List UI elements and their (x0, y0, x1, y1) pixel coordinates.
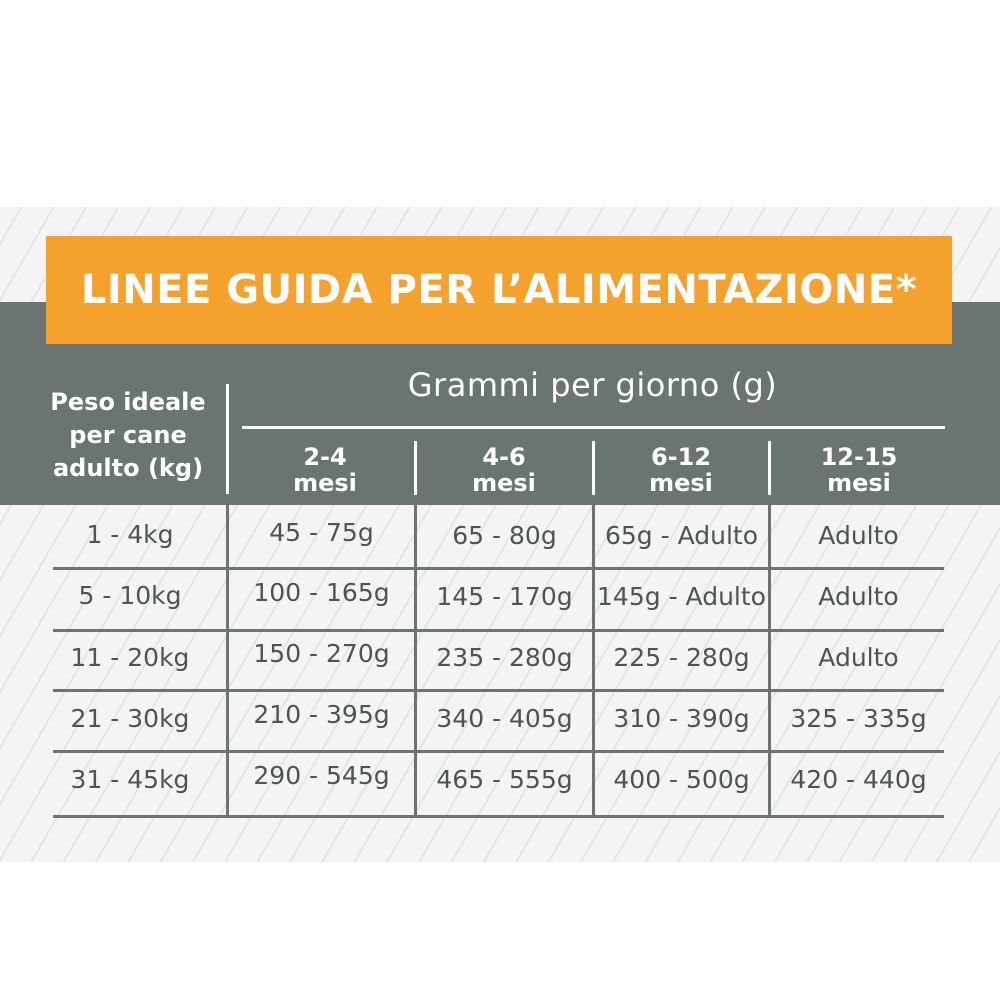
table-row-divider (53, 750, 944, 753)
grams-per-day-header: Grammi per giorno (g) (407, 366, 778, 404)
value-cell: 420 - 440g (790, 765, 927, 794)
weight-column-header (30, 386, 226, 485)
age-unit: mesi (827, 469, 891, 497)
value-cell: Adulto (818, 582, 899, 611)
value-cell: 225 - 280g (613, 643, 750, 672)
header-horizontal-divider (242, 426, 945, 429)
title-banner (46, 236, 952, 344)
age-column-header (596, 444, 766, 496)
value-cell: 145g - Adulto (597, 582, 766, 611)
age-range: 4-6 (482, 443, 526, 471)
value-cell: 65g - Adulto (604, 521, 758, 550)
age-column-header (418, 444, 590, 496)
table-row-divider (53, 567, 944, 570)
page-title: LINEE GUIDA PER L’ALIMENTAZIONE* (80, 267, 918, 313)
value-cell: Adulto (818, 643, 899, 672)
header-column-divider (768, 441, 771, 495)
age-unit: mesi (472, 469, 536, 497)
weight-header-line-1: Peso ideale (50, 388, 206, 416)
age-range: 6-12 (650, 443, 712, 471)
value-cell: 465 - 555g (436, 765, 573, 794)
table-row-divider (53, 815, 944, 818)
age-unit: mesi (649, 469, 713, 497)
value-cell: 310 - 390g (613, 704, 750, 733)
age-column-header (772, 444, 946, 496)
table-row-divider (53, 689, 944, 692)
value-cell: 145 - 170g (436, 582, 573, 611)
table-row-divider (53, 629, 944, 632)
value-cell: 150 - 270g (253, 639, 390, 668)
value-cell: 290 - 545g (253, 761, 390, 790)
weight-cell: 5 - 10kg (78, 581, 182, 610)
value-cell: 45 - 75g (269, 518, 374, 547)
weight-cell: 31 - 45kg (70, 765, 190, 794)
header-column-divider (592, 441, 595, 495)
value-cell: 400 - 500g (613, 765, 750, 794)
weight-cell: 1 - 4kg (86, 520, 174, 549)
value-cell: Adulto (818, 521, 899, 550)
weight-header-line-3: adulto (kg) (52, 454, 204, 482)
weight-cell: 21 - 30kg (70, 704, 190, 733)
value-cell: 235 - 280g (436, 643, 573, 672)
value-cell: 65 - 80g (452, 521, 557, 550)
age-range: 2-4 (303, 443, 347, 471)
age-unit: mesi (293, 469, 357, 497)
header-column-divider (414, 441, 417, 495)
value-cell: 325 - 335g (790, 704, 927, 733)
age-column-header (240, 444, 410, 496)
value-cell: 210 - 395g (253, 700, 390, 729)
age-range: 12-15 (820, 443, 898, 471)
value-cell: 340 - 405g (436, 704, 573, 733)
weight-cell: 11 - 20kg (70, 643, 190, 672)
weight-header-line-2: per cane (69, 421, 187, 449)
header-vertical-divider (226, 384, 229, 494)
value-cell: 100 - 165g (253, 578, 390, 607)
